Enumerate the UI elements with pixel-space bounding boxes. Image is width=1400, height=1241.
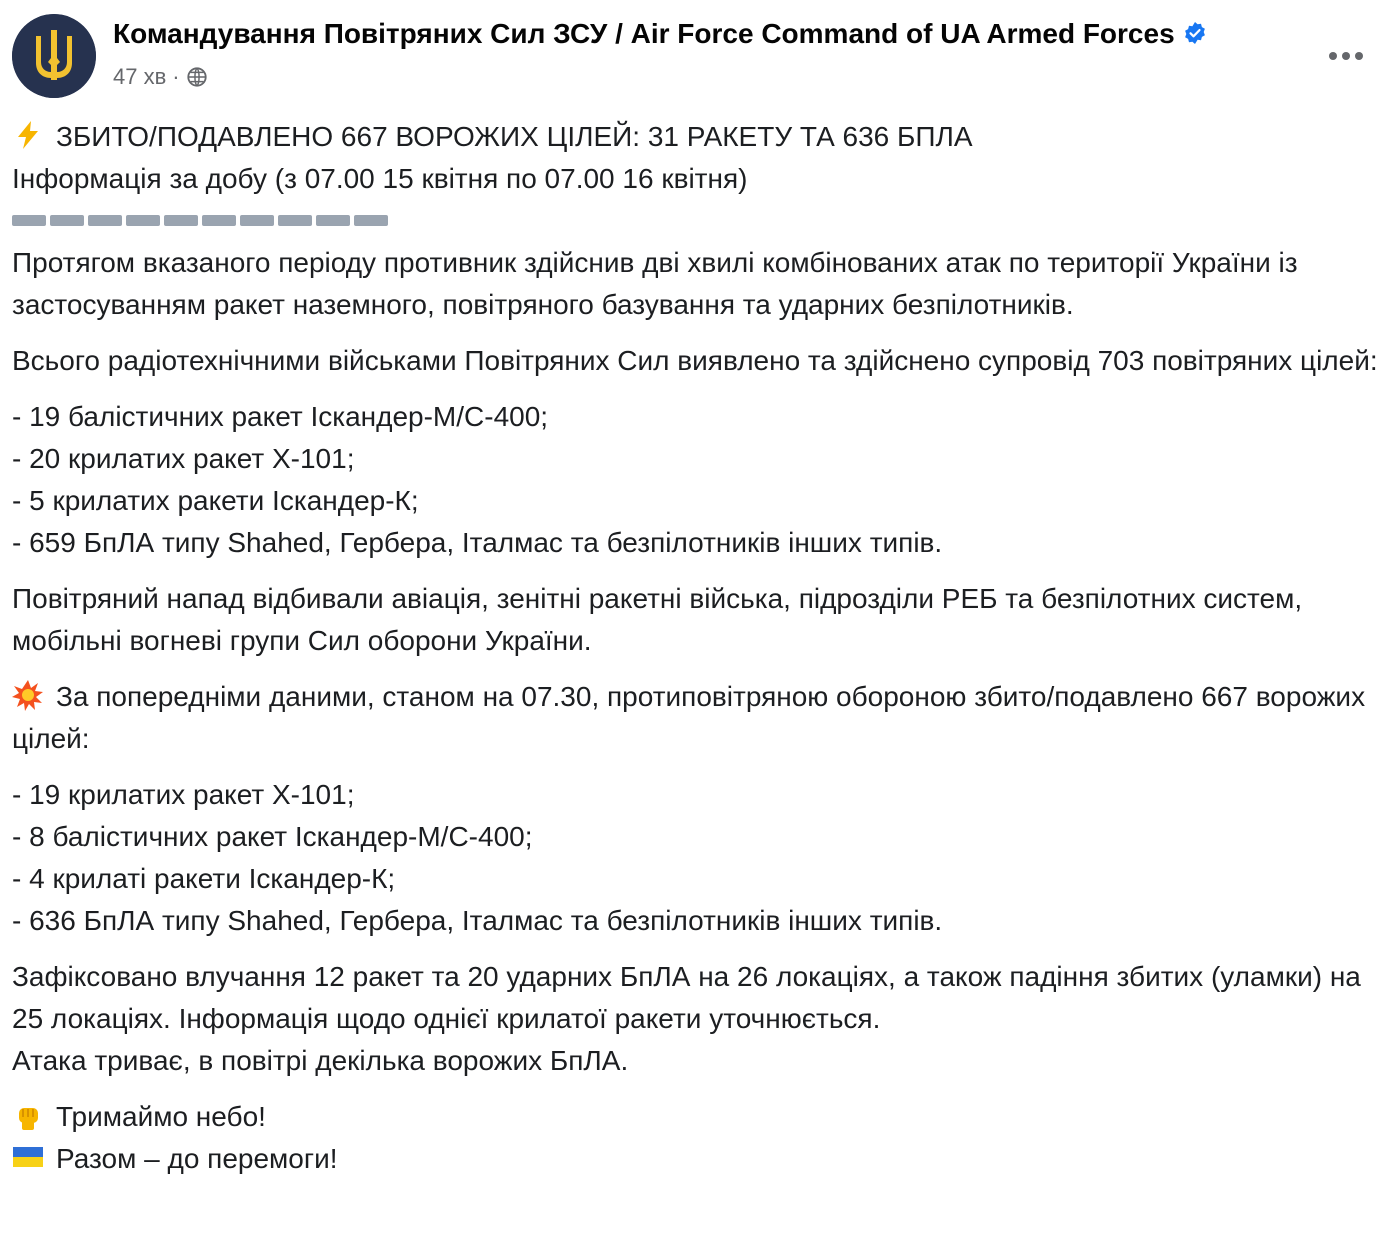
headline-line [12,116,1382,158]
raised-fist-icon [12,1099,44,1131]
list-item-detected: - 5 крилатих ракети Іскандер-К; [12,485,419,516]
more-dot-icon [1355,52,1363,60]
closing-text-2: Разом – до перемоги! [56,1143,338,1174]
list-item-downed: - 4 крилаті ракети Іскандер-К; [12,863,396,894]
verified-badge-icon [1183,21,1207,45]
paragraph-ongoing: Атака триває, в повітрі декілька ворожих БпЛА. [12,1045,629,1076]
more-dot-icon [1329,52,1337,60]
meta-separator: · [172,64,180,89]
more-options-button[interactable] [1322,36,1370,76]
paragraph-defense-forces: Повітряний напад відбивали авіація, зенітні ракетні війська, підрозділи РЕБ та безпілотних систем, мобільні вогневі групи Сил оборони України. [12,583,1303,656]
list-item-detected: - 19 балістичних ракет Іскандер-М/С-400; [12,401,549,432]
globe-icon[interactable] [186,66,208,88]
page-avatar[interactable] [12,14,96,98]
page-name-text[interactable]: Командування Повітряних Сил ЗСУ / Air Force Command of UA Armed Forces [113,18,1175,49]
post-header [12,14,1388,104]
paragraph-detected: Всього радіотехнічними військами Повітряних Сил виявлено та здійснено супровід 703 повітряних цілей: [12,345,1378,376]
divider-bars [12,215,388,226]
paragraph-hits: Зафіксовано влучання 12 ракет та 20 ударних БпЛА на 26 локаціях, а також падіння збитих (уламки) на 25 локаціях. Інформація щодо однієї крилатої ракети уточнюється. [12,961,1361,1034]
headline: ЗБИТО/ПОДАВЛЕНО 667 ВОРОЖИХ ЦІЛЕЙ: 31 РАКЕТУ ТА 636 БПЛА [56,121,973,152]
list-item-downed: - 8 балістичних ракет Іскандер-М/С-400; [12,821,533,852]
closing-line-1 [12,1096,1382,1138]
timestamp[interactable]: 47 хв [113,64,167,89]
closing-text-1: Тримаймо небо! [56,1101,266,1132]
subheadline: Інформація за добу (з 07.00 15 квітня по 07.00 16 квітня) [12,163,748,194]
collision-icon [12,679,44,711]
page-name[interactable] [113,18,1207,50]
ukraine-flag-icon [12,1141,44,1173]
more-dot-icon [1342,52,1350,60]
list-item-detected: - 20 крилатих ракет Х-101; [12,443,355,474]
divider-line [12,200,1382,242]
list-item-detected: - 659 БпЛА типу Shahed, Гербера, Італмас та безпілотників інших типів. [12,527,943,558]
list-item-downed: - 19 крилатих ракет Х-101; [12,779,355,810]
list-item-downed: - 636 БпЛА типу Shahed, Гербера, Італмас та безпілотників інших типів. [12,905,943,936]
high-voltage-icon [12,119,44,151]
paragraph-downed: За попередніми даними, станом на 07.30, протиповітряною обороною збито/подавлено 667 ворожих цілей: [12,681,1366,754]
downed-intro-line [12,676,1382,760]
closing-line-2 [12,1138,1382,1180]
post-body [12,116,1382,1180]
paragraph-attack-summary: Протягом вказаного періоду противник здійснив дві хвилі комбінованих атак по території України із застосуванням ракет наземного, повітряного базування та ударних безпілотників. [12,247,1298,320]
post-meta [113,64,208,90]
trident-logo-icon [12,14,96,98]
